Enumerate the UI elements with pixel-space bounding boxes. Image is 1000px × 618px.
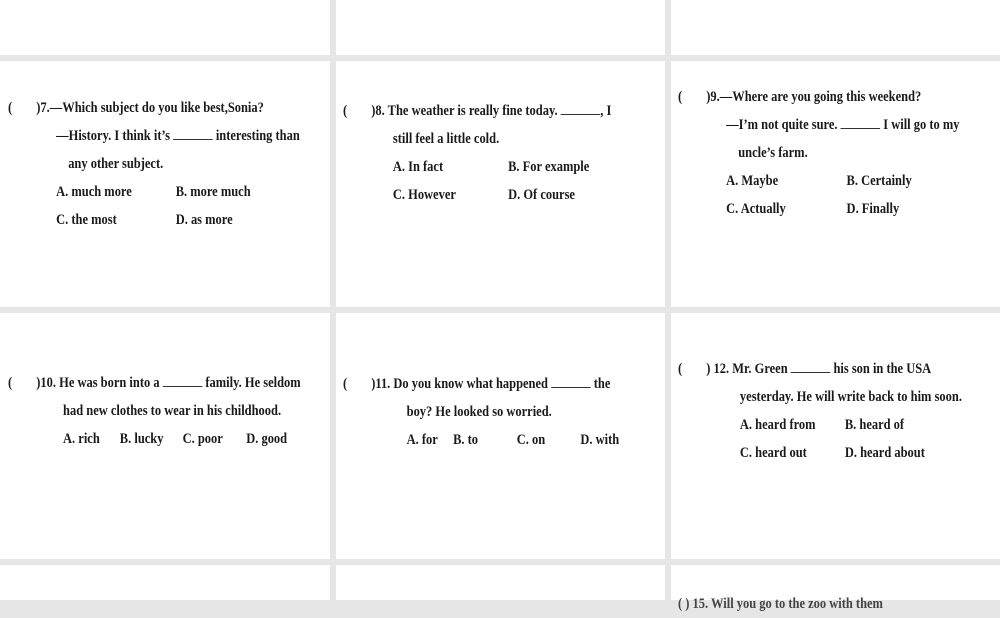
question-8 [343, 97, 611, 209]
option-c[interactable]: C. Actually [726, 201, 786, 217]
question-cell-12 [671, 313, 1000, 559]
question-number: ) 12. [706, 361, 730, 377]
answer-paren-8[interactable]: ( [343, 103, 348, 119]
question-9 [678, 83, 959, 223]
cell-top-3 [671, 0, 1000, 55]
option-a[interactable]: A. In fact [392, 159, 444, 175]
option-d[interactable]: D. with [580, 432, 620, 448]
option-d[interactable]: D. Of course [508, 187, 575, 203]
question-stem: any other subject. [68, 156, 164, 172]
question-number: )7. [36, 100, 50, 116]
option-b[interactable]: B. Certainly [846, 173, 912, 189]
option-c[interactable]: C. on [516, 432, 546, 448]
question-stem: still feel a little cold. [392, 131, 500, 147]
question-12 [678, 355, 962, 467]
option-a[interactable]: A. rich [63, 431, 100, 447]
option-d[interactable]: D. as more [175, 212, 233, 228]
question-stem: yesterday. He will write back to him soon. [739, 389, 962, 405]
answer-blank [561, 100, 601, 115]
option-b[interactable]: B. lucky [119, 431, 164, 447]
question-number: )8. [371, 103, 385, 119]
question-stem: —History. I think it’s [56, 128, 171, 144]
question-stem: I will go to my [883, 117, 960, 133]
cell-bottom-3 [671, 565, 1000, 612]
question-stem: family. He seldom [205, 375, 301, 391]
question-cell-11 [336, 313, 665, 559]
cell-top-1 [0, 0, 330, 55]
question-stem: The weather is really fine today. [387, 103, 558, 119]
question-stem: He was born into a [59, 375, 160, 391]
option-c[interactable]: C. poor [182, 431, 223, 447]
question-stem: —Which subject do you like best,Sonia? [49, 100, 264, 116]
option-a[interactable]: A. heard from [739, 417, 816, 433]
option-c[interactable]: C. However [392, 187, 456, 203]
option-d[interactable]: D. good [246, 431, 288, 447]
question-cell-7 [0, 61, 330, 307]
cell-bottom-2 [336, 565, 665, 600]
option-b[interactable]: B. heard of [844, 417, 905, 433]
answer-paren-10[interactable]: ( [8, 375, 13, 391]
option-c[interactable]: C. the most [56, 212, 117, 228]
question-number: )10. [36, 375, 56, 391]
answer-blank [841, 114, 881, 129]
answer-blank [791, 358, 831, 373]
question-stem: —I’m not quite sure. [726, 117, 838, 133]
option-b[interactable]: B. For example [508, 159, 590, 175]
option-c[interactable]: C. heard out [739, 445, 807, 461]
option-d[interactable]: D. Finally [846, 201, 900, 217]
answer-paren-12[interactable]: ( [678, 361, 683, 377]
answer-paren-9[interactable]: ( [678, 89, 683, 105]
answer-blank [163, 372, 203, 387]
question-number: )9. [706, 89, 720, 105]
question-stem: boy? He looked so worried. [406, 404, 552, 420]
option-d[interactable]: D. heard about [844, 445, 925, 461]
question-10 [8, 369, 301, 453]
question-stem: , I [600, 103, 612, 119]
question-stem: Mr. Green [732, 361, 788, 377]
question-number: )11. [371, 376, 391, 392]
question-11 [343, 370, 620, 454]
cell-bottom-1 [0, 565, 330, 600]
option-b[interactable]: B. more much [175, 184, 251, 200]
answer-blank [551, 373, 591, 388]
question-cell-9 [671, 61, 1000, 307]
question-15-partial [678, 590, 883, 618]
question-stem: the [593, 376, 611, 392]
answer-paren-7[interactable]: ( [8, 100, 13, 116]
option-b[interactable]: B. to [453, 432, 479, 448]
question-7 [8, 94, 300, 234]
question-stem: Do you know what happened [393, 376, 548, 392]
question-cell-10 [0, 313, 330, 559]
answer-paren-11[interactable]: ( [343, 376, 348, 392]
option-a[interactable]: A. much more [56, 184, 132, 200]
question-stem: —Where are you going this weekend? [719, 89, 922, 105]
question-cell-8 [336, 61, 665, 307]
question-stem: uncle’s farm. [738, 145, 808, 161]
cell-top-2 [336, 0, 665, 55]
answer-blank [173, 125, 213, 140]
question-stem: interesting than [215, 128, 300, 144]
question-stem: his son in the USA [833, 361, 932, 377]
option-a[interactable]: A. Maybe [726, 173, 779, 189]
option-a[interactable]: A. for [406, 432, 438, 448]
question-stem: had new clothes to wear in his childhood. [63, 403, 282, 419]
question-stem: ( ) 15. Will you go to the zoo with them [678, 596, 883, 612]
